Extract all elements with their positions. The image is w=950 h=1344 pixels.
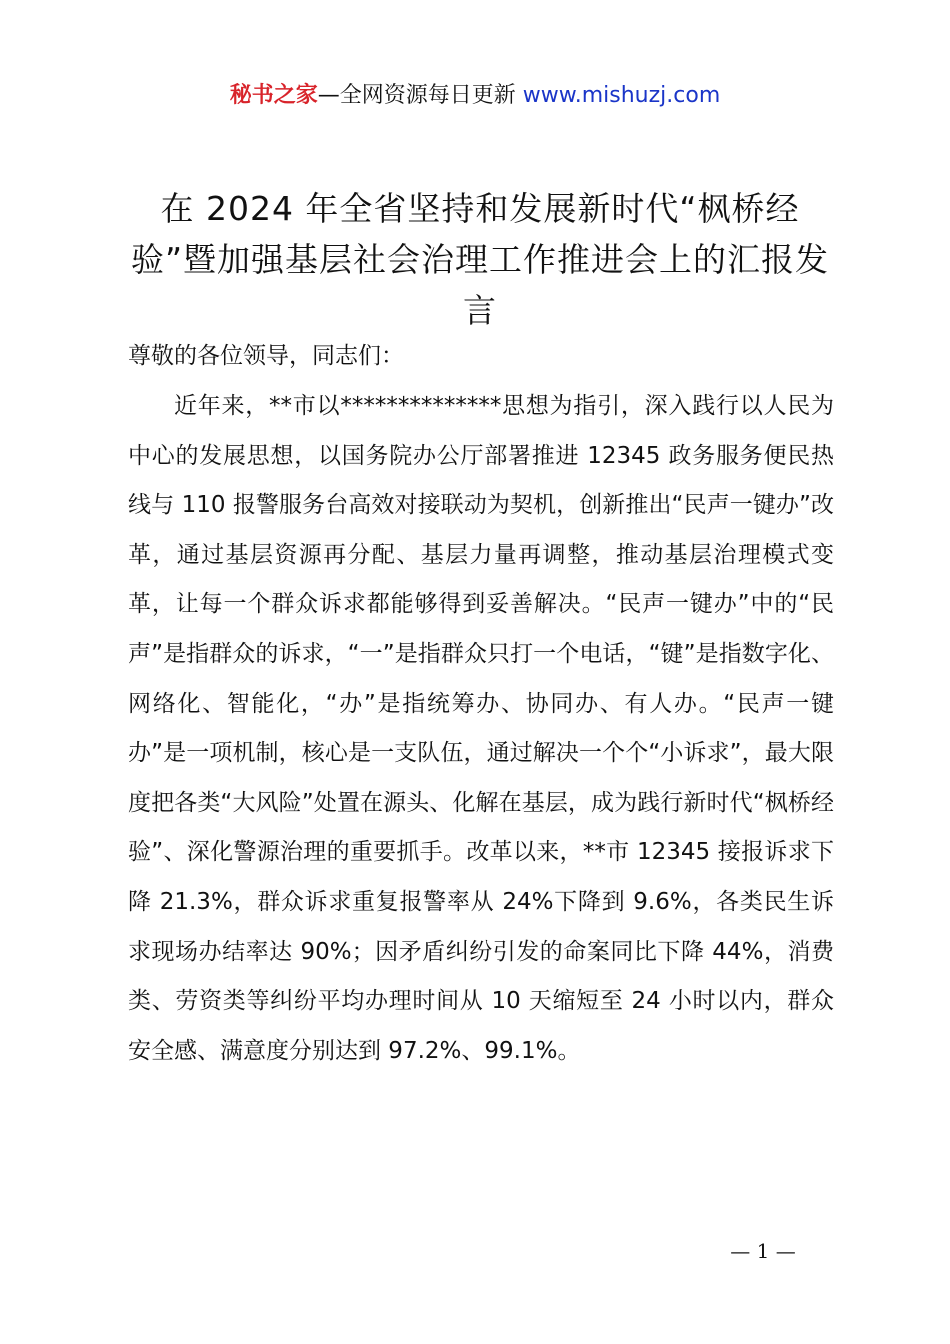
site-header xyxy=(0,80,950,112)
body-paragraph: 近年来，**市以**************思想为指引，深入践行以人民为中心的发展思想，以国务院办公厅部署推进 12345 政务服务便民热线与 110 报警服务台高效对接联动为契机，创新推出“民声一键办”改革，通过基层资源再分配、基层力量再调整，推动基层治理模式变革，让每一个群众诉求都能够得到妥善解决。“民声一键办”中的“民声”是指群众的诉求，“一”是指群众只打一个电话，“键”是指数字化、网络化、智能化，“办”是指统筹办、协同办、有人办。“民声一键办”是一项机制，核心是一支队伍，通过解决一个个“小诉求”，最大限度把各类“大风险”处置在源头、化解在基层，成为践行新时代“枫桥经验”、深化警源治理的重要抓手。改革以来，**市 12345 接报诉求下降 21.3%，群众诉求重复报警率从 24%下降到 9.6%，各类民生诉求现场办结率达 90%；因矛盾纠纷引发的命案同比下降 44%，消费类、劳资类等纠纷平均办理时间从 10 天缩短至 24 小时以内，群众安全感、满意度分别达到 97.2%、99.1%。 xyxy=(128,393,834,1064)
document-title: 在 2024 年全省坚持和发展新时代“枫桥经验”暨加强基层社会治理工作推进会上的汇报发言 xyxy=(130,189,830,330)
site-url-link[interactable]: www.mishuzj.com xyxy=(522,83,721,108)
salutation: 尊敬的各位领导，同志们： xyxy=(128,343,404,369)
page-number: — 1 — xyxy=(730,1239,796,1263)
site-brand: 秘书之家 xyxy=(229,83,318,108)
site-tagline: —全网资源每日更新 xyxy=(317,83,523,108)
